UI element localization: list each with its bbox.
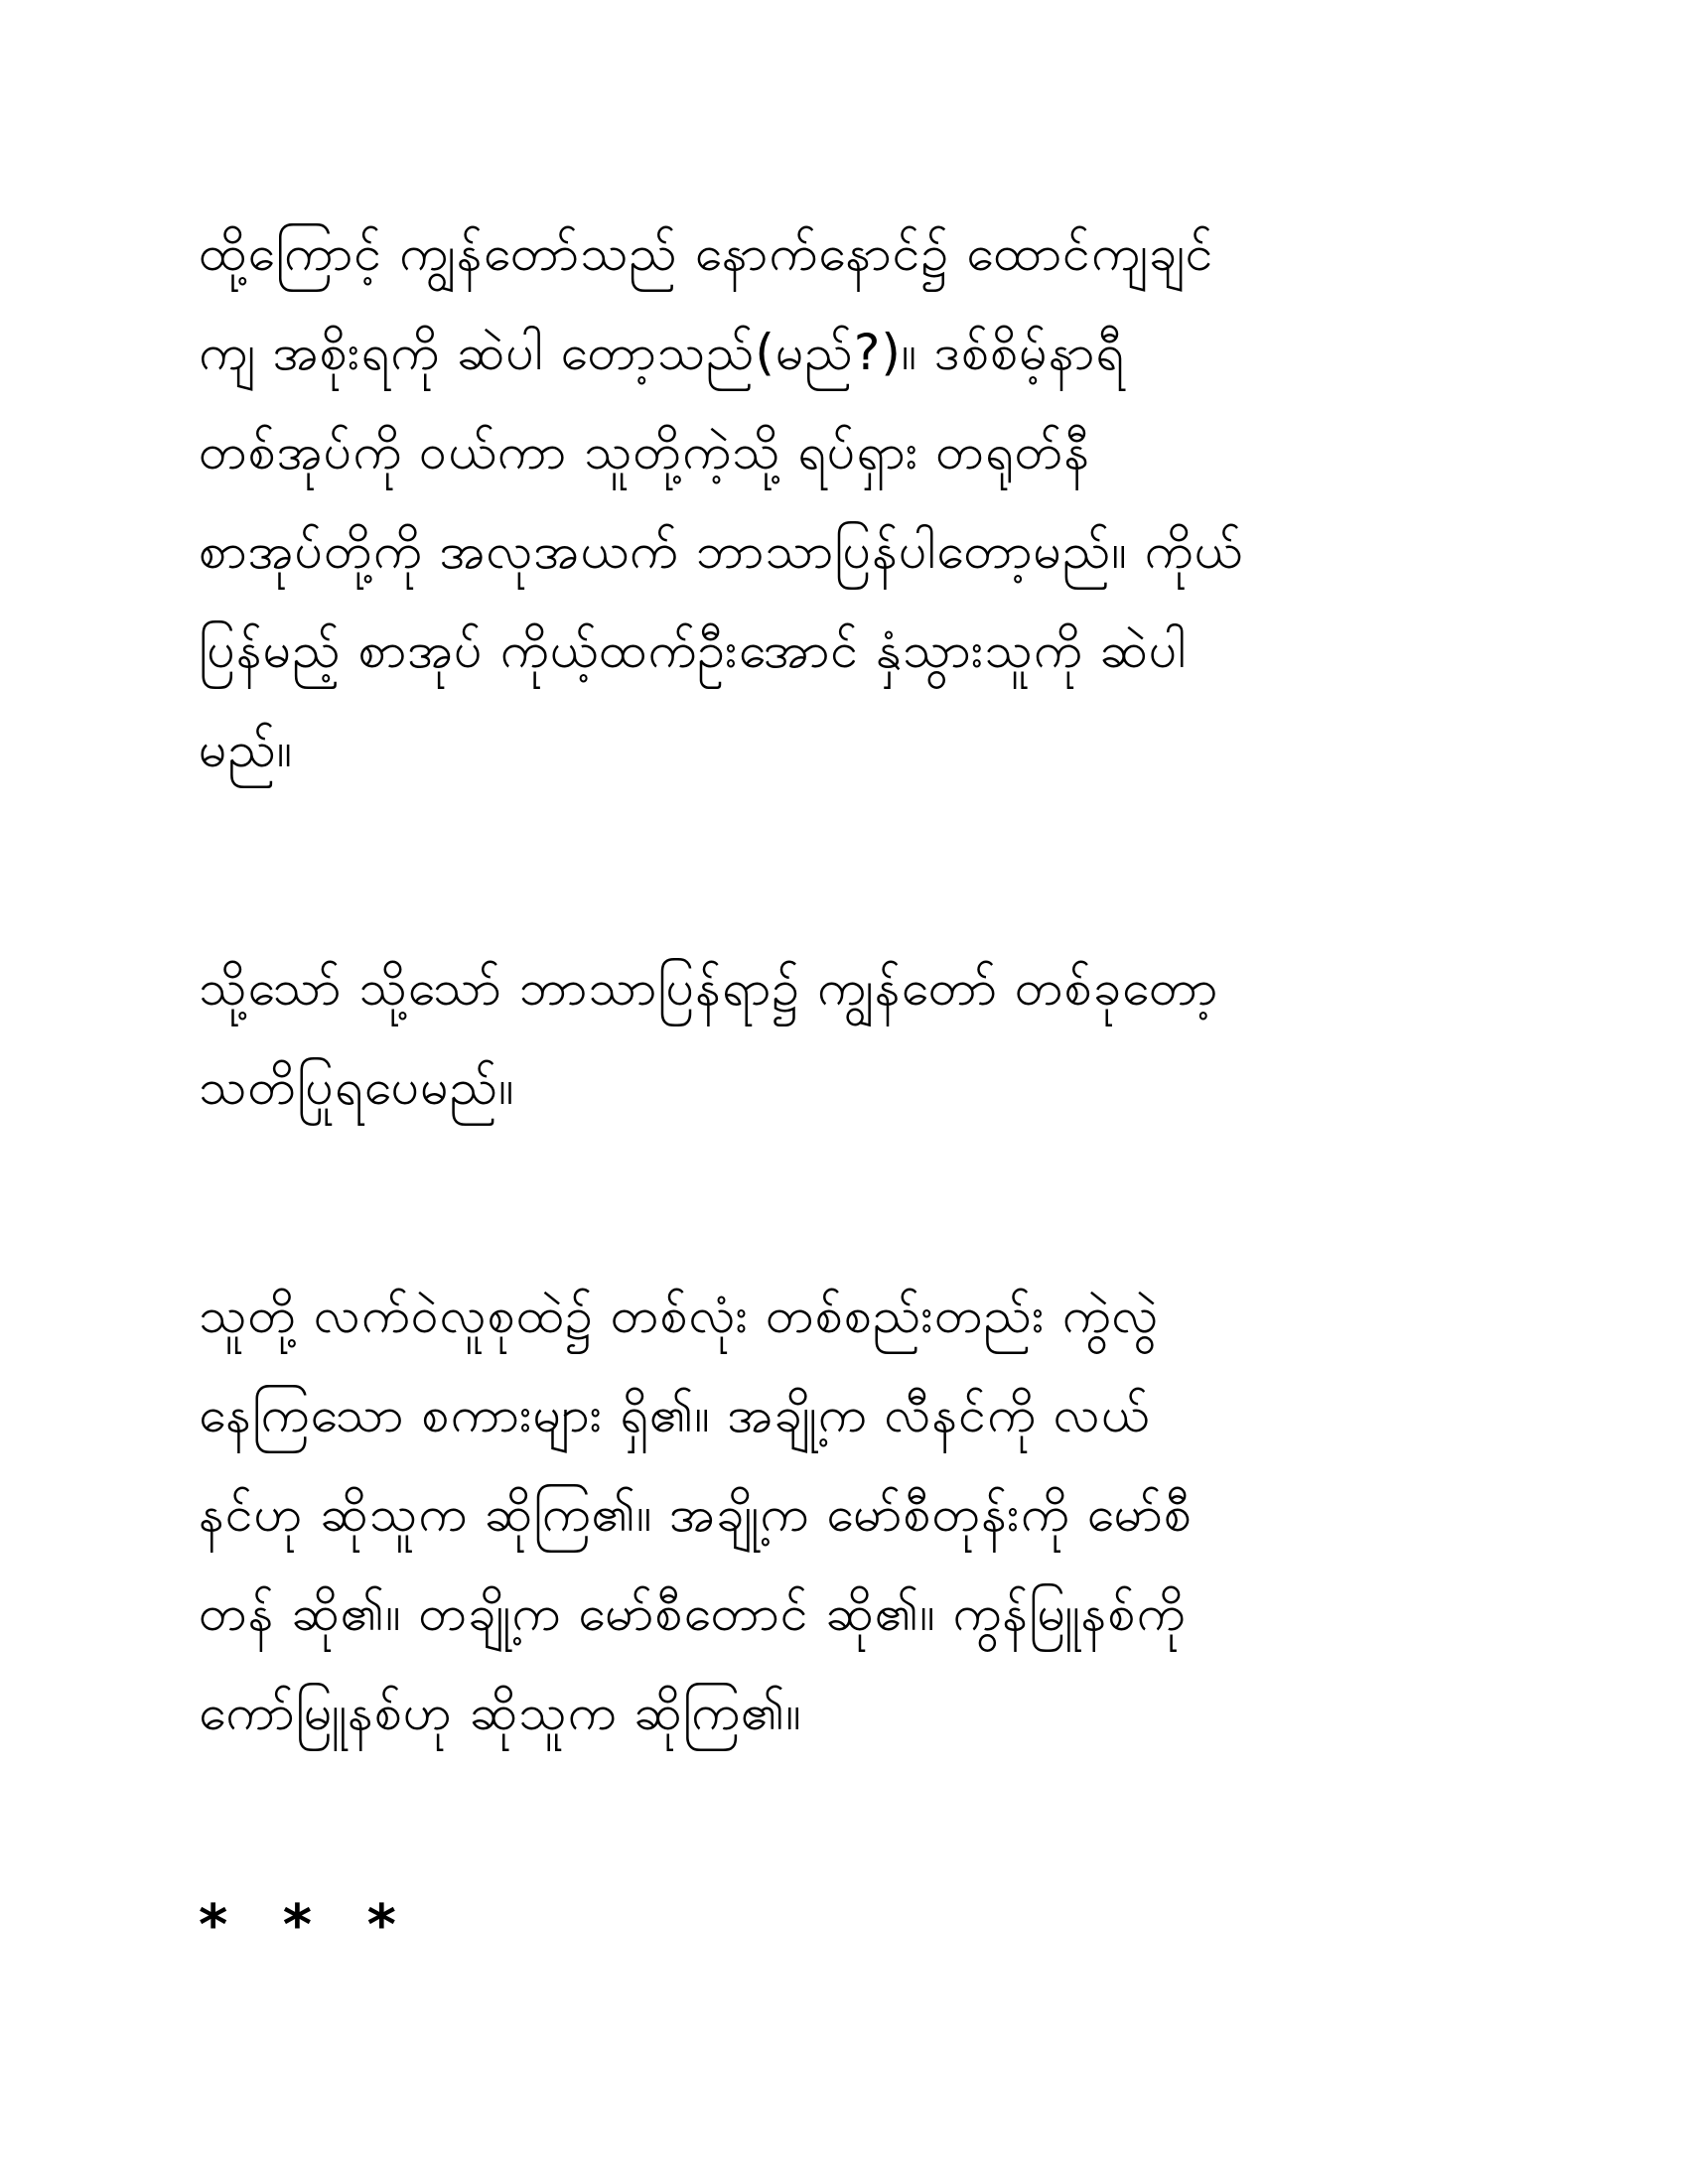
text-line: နေကြသော စကားများ ရှိ၏။ အချို့က လီနင်ကို လယ် [199, 1386, 1151, 1443]
section-separator: * * * [199, 1893, 414, 1958]
text-line: သတိပြုရပေမည်။ [199, 1058, 515, 1116]
text-line: မည်။ [199, 721, 294, 778]
paragraph-2 [199, 938, 1489, 1137]
text-line: သို့သော် သို့သော် ဘာသာပြန်ရာ၌ ကျွန်တော် တစ်ခုတော့ [199, 959, 1219, 1017]
text-line: တန် ဆို၏။ တချို့က မော်စီတောင် ဆို၏။ ကွန်မြူနစ်ကို [199, 1584, 1187, 1642]
paragraph-3 [199, 1266, 1489, 1762]
text-line: စာအုပ်တို့ကို အလုအယက် ဘာသာပြန်ပါတော့မည်။ ကိုယ် [199, 522, 1243, 580]
text-line: နင်ဟု ဆိုသူက ဆိုကြ၏။ အချို့က မော်စီတုန်းကို မော်စီ [199, 1485, 1193, 1543]
text-line: တစ်အုပ်ကို ဝယ်ကာ သူတို့ကဲ့သို့ ရပ်ရှား တရုတ်နီ [199, 423, 1091, 480]
text-line: ကျ အစိုးရကို ဆဲပါ တော့သည်(မည်?)။ ဒစ်စိမ့်နာရီ [199, 324, 1125, 381]
text-line: ပြန်မည့် စာအုပ် ကိုယ့်ထက်ဦးအောင် နှံသွားသူကို ဆဲပါ [199, 621, 1188, 679]
text-line: သူတို့ လက်ဝဲလူစုထဲ၌ တစ်လုံး တစ်စည်းတည်း ကွဲလွဲ [199, 1287, 1160, 1344]
text-line: ထို့ကြောင့် ကျွန်တော်သည် နောက်နောင်၌ ထောင်ကျချင် [199, 224, 1214, 282]
text-line: ကော်မြူနစ်ဟု ဆိုသူက ဆိုကြ၏။ [199, 1684, 802, 1741]
paragraph-1 [199, 204, 1489, 799]
